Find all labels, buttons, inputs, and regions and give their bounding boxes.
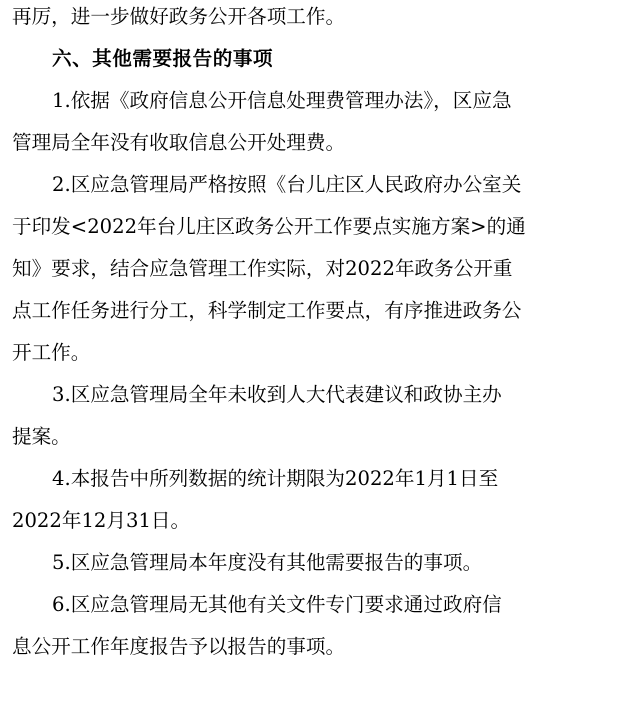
- paragraph-line: 5.区应急管理局本年度没有其他需要报告的事项。: [52, 551, 483, 574]
- paragraph-line: 1.依据《政府信息公开信息处理费管理办法》，区应急: [52, 89, 512, 112]
- paragraph-line: 4.本报告中所列数据的统计期限为2022年1月1日至: [52, 467, 499, 490]
- paragraph-line: 于印发<2022年台儿庄区政务公开工作要点实施方案>的通: [12, 215, 526, 238]
- paragraph-line: 管理局全年没有收取信息公开处理费。: [12, 131, 346, 154]
- section-heading: 六、其他需要报告的事项: [52, 47, 274, 70]
- paragraph-line: 2.区应急管理局严格按照《台儿庄区人民政府办公室关: [52, 173, 522, 196]
- paragraph-line: 开工作。: [12, 341, 91, 364]
- paragraph-line: 再厉，进一步做好政务公开各项工作。: [12, 5, 346, 28]
- paragraph-line: 3.区应急管理局全年未收到人大代表建议和政协主办: [52, 383, 502, 406]
- paragraph-line: 点工作任务进行分工，科学制定工作要点，有序推进政务公: [12, 299, 522, 322]
- paragraph-line: 提案。: [12, 425, 71, 448]
- paragraph-line: 2022年12月31日。: [12, 509, 191, 532]
- paragraph-line: 6.区应急管理局无其他有关文件专门要求通过政府信: [52, 593, 502, 616]
- paragraph-line: 息公开工作年度报告予以报告的事项。: [12, 635, 346, 658]
- paragraph-line: 知》要求，结合应急管理工作实际，对2022年政务公开重: [12, 257, 513, 280]
